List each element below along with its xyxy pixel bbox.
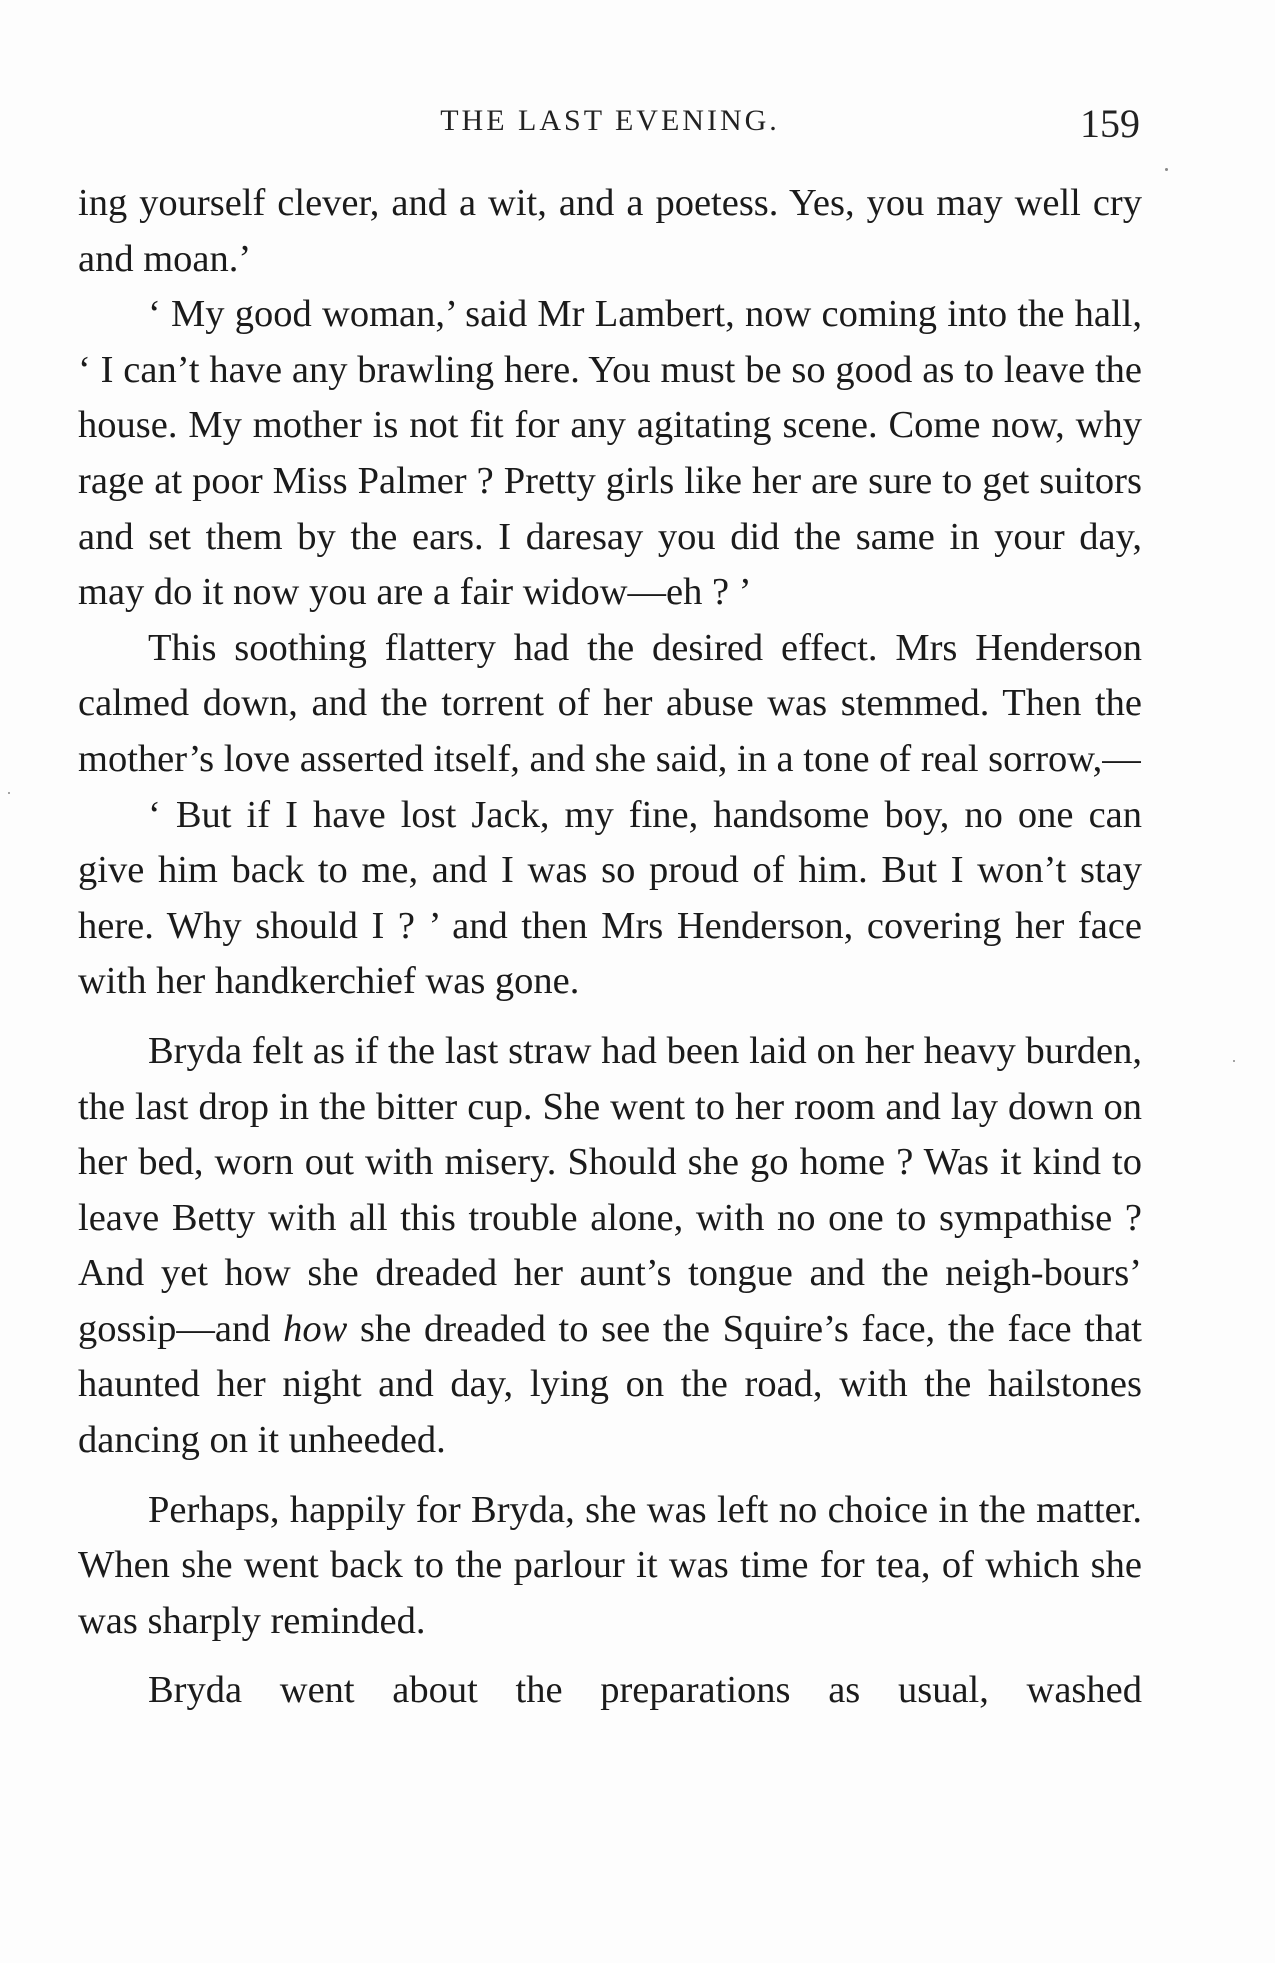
paragraph-6: Perhaps, happily for Bryda, she was left no choice in the matter. When she went back to the parlour it was time for tea, of which she was sharply reminded.	[78, 1488, 1142, 1642]
paragraph-5-text-a: Bryda felt as if the last straw had been laid on her heavy burden, the last drop in the bitter cup. She went to her room and lay down on her bed, worn out with misery. Should she go home ? Was it kind to leave Betty with all this trouble alone, with no one to sympathise ? And yet how she dreaded her aunt’s tongue and the neigh-bours’ gossip—and	[78, 1029, 1142, 1350]
print-speck	[8, 792, 10, 794]
paragraph-3: This soothing flattery had the desired effect. Mrs Henderson calmed down, and the torrent of her abuse was stemmed. Then the mother’s love asserted itself, and she said, in a tone of real sorrow,—	[78, 626, 1142, 780]
paragraph-5-text-b: she dreaded to see the Squire’s face, the face that haunted her night and day, lying on the road, with the hailstones dancing on it unheeded.	[78, 1307, 1143, 1462]
body-text	[78, 176, 1142, 1719]
print-speck	[1165, 168, 1168, 171]
paragraph-7: Bryda went about the preparations as usual, washed	[148, 1669, 1142, 1712]
paragraph-5-emphasis: how	[283, 1307, 348, 1350]
paragraph-5	[78, 1024, 1142, 1469]
print-speck	[1233, 1060, 1235, 1062]
paragraph-gap	[78, 1010, 1142, 1024]
paragraph-1: ing yourself clever, and a wit, and a poetess. Yes, you may well cry and moan.’	[78, 182, 1142, 280]
paragraph-2: ‘ My good woman,’ said Mr Lambert, now coming into the hall, ‘ I can’t have any brawling here. You must be so good as to leave the house. My mother is not fit for any agitating scene. Come now, why rage at poor Miss Palmer ? Pretty girls like her are sure to get suitors and set them by the ears. I daresay you did the same in your day, may do it now you are a fair widow—eh ? ’	[78, 293, 1142, 614]
page-number: 159	[1080, 101, 1140, 146]
running-title: THE LAST EVENING.	[440, 104, 780, 137]
paragraph-gap	[78, 1469, 1142, 1483]
page-header	[80, 100, 1140, 150]
paragraph-gap	[78, 1649, 1142, 1663]
paragraph-4: ‘ But if I have lost Jack, my fine, handsome boy, no one can give him back to me, and I was so proud of him. But I won’t stay here. Why should I ? ’ and then Mrs Henderson, covering her face with her handkerchief was gone.	[78, 793, 1142, 1003]
